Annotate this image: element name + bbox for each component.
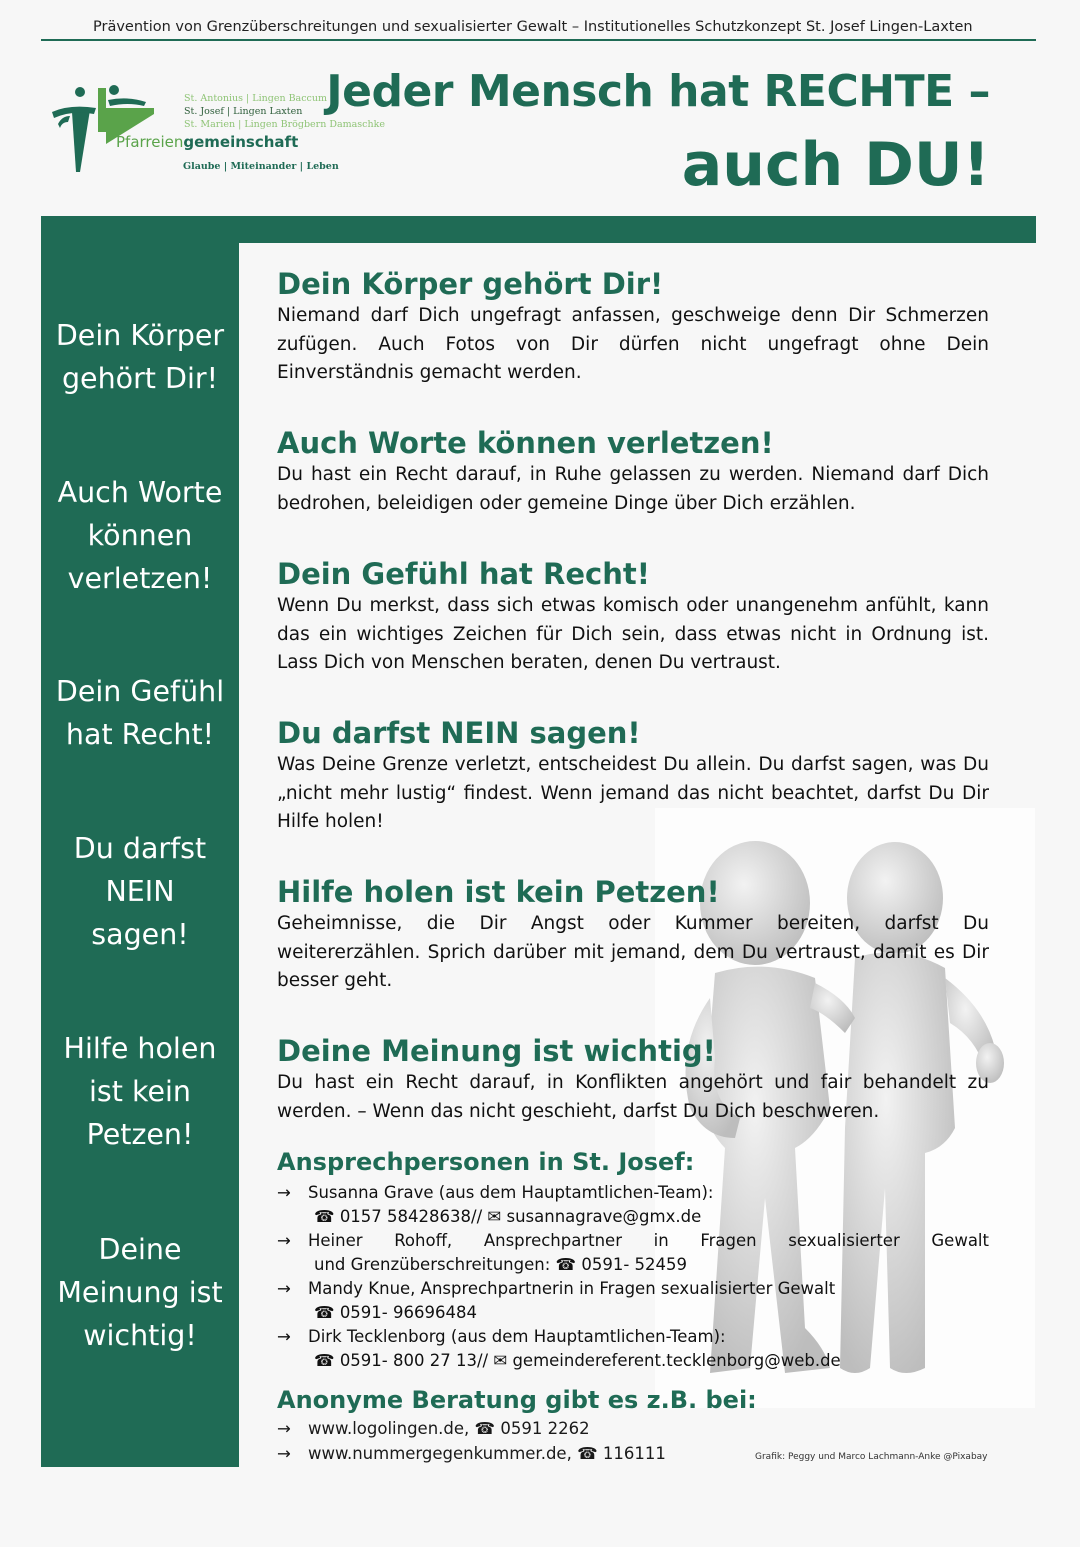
sidebar-line: NEIN bbox=[105, 875, 175, 908]
sidebar-line: gehört Dir! bbox=[61, 362, 219, 395]
contact-details bbox=[308, 1205, 989, 1229]
section-text: Du hast ein Recht darauf, in Konflikten angehört und fair behandelt zu werden. – Wenn das nicht geschieht, darfst Du Dich beschweren. bbox=[277, 1072, 989, 1122]
section-help bbox=[277, 874, 989, 996]
counselling-website[interactable]: www.nummergegenkummer.de, bbox=[308, 1444, 572, 1463]
logo-name bbox=[116, 133, 298, 151]
sidebar-line: Meinung ist bbox=[57, 1276, 223, 1309]
sidebar-line: hat Recht! bbox=[65, 718, 215, 751]
contacts-heading: Ansprechpersonen in St. Josef: bbox=[277, 1148, 695, 1176]
page-title: Jeder Mensch hat RECHTE – bbox=[326, 66, 990, 117]
logo-name-main: gemeinschaft bbox=[183, 133, 299, 151]
contact-details bbox=[308, 1349, 989, 1373]
contact-phone: 0591- 96696484 bbox=[339, 1303, 477, 1322]
section-opinion bbox=[277, 1033, 989, 1126]
sidebar-line: Dein Körper bbox=[55, 319, 225, 352]
contact-description: Heiner Rohoff, Ansprechpartner in Fragen sexualisierter Gewalt bbox=[308, 1231, 989, 1250]
contact-email[interactable]: gemeindereferent.tecklenborg@web.de bbox=[512, 1351, 841, 1370]
section-feeling bbox=[277, 556, 989, 678]
arrow-right-icon: → bbox=[277, 1327, 291, 1346]
sidebar-line: ist kein bbox=[88, 1075, 191, 1108]
section-heading: Dein Körper gehört Dir! bbox=[277, 267, 664, 301]
section-heading: Deine Meinung ist wichtig! bbox=[277, 1034, 716, 1068]
phone-icon: ☎ bbox=[555, 1255, 577, 1274]
arrow-right-icon: → bbox=[277, 1419, 291, 1438]
logo-name-prefix: Pfarreien bbox=[116, 133, 184, 151]
contact-details bbox=[308, 1301, 989, 1325]
phone-icon: ☎ bbox=[314, 1207, 335, 1226]
section-text: Du hast ein Recht darauf, in Ruhe gelassen zu werden. Niemand darf Dich bedrohen, beleidigen oder gemeine Dinge über Dich erzählen. bbox=[277, 464, 989, 514]
counselling-phone: 116111 bbox=[602, 1444, 666, 1463]
header-divider bbox=[41, 39, 1036, 41]
contacts-heading-wrap bbox=[277, 1148, 989, 1176]
contact-item bbox=[277, 1229, 989, 1277]
section-text: Geheimnisse, die Dir Angst oder Kummer bereiten, darfst Du weitererzählen. Sprich darüber mit jemand, dem Du vertraust, damit es Dir besser geht. bbox=[277, 913, 989, 991]
contact-phone: 0591- 800 27 13// bbox=[339, 1351, 489, 1370]
sidebar-item-no bbox=[41, 827, 239, 956]
cross-logo-icon bbox=[50, 82, 160, 174]
sidebar-line: verletzen! bbox=[67, 562, 213, 595]
sidebar-item-body bbox=[41, 314, 239, 400]
section-text: Wenn Du merkst, dass sich etwas komisch oder unangenehm anfühlt, kann das ein wichtiges Zeichen für Dich sein, dass etwas nicht in Ordnung ist. Lass Dich von Menschen beraten, denen Du vertraust. bbox=[277, 595, 989, 673]
phone-icon: ☎ bbox=[314, 1303, 335, 1322]
anonymous-item bbox=[277, 1416, 989, 1441]
sidebar-line: Petzen! bbox=[86, 1118, 194, 1151]
contact-item bbox=[277, 1181, 989, 1229]
counselling-website[interactable]: www.logolingen.de, bbox=[308, 1419, 470, 1438]
page-title-emphasis: auch DU! bbox=[681, 130, 990, 200]
arrow-right-icon: → bbox=[277, 1183, 291, 1202]
contact-item bbox=[277, 1325, 989, 1373]
sidebar-item-words bbox=[41, 471, 239, 600]
sidebar-line: Du darfst bbox=[73, 832, 207, 865]
contact-description: Mandy Knue, Ansprechpartnerin in Fragen sexualisierter Gewalt bbox=[308, 1279, 836, 1298]
section-heading: Dein Gefühl hat Recht! bbox=[277, 557, 650, 591]
section-body bbox=[277, 266, 989, 388]
logo-motto: Glaube | Miteinander | Leben bbox=[183, 161, 339, 172]
section-words bbox=[277, 425, 989, 518]
contact-phone: 0591- 52459 bbox=[581, 1255, 688, 1274]
mail-icon: ✉ bbox=[493, 1351, 508, 1370]
header-line: Prävention von Grenzüberschreitungen und sexualisierter Gewalt – Institutionelles Schutzkonzept St. Josef Lingen-Laxten bbox=[93, 19, 973, 35]
section-heading: Hilfe holen ist kein Petzen! bbox=[277, 875, 720, 909]
arrow-right-icon: → bbox=[277, 1444, 291, 1463]
contact-description-cont: und Grenzüberschreitungen: bbox=[314, 1255, 551, 1274]
logo-parish-line: St. Marien | Lingen Brögbern Damaschke bbox=[184, 119, 385, 130]
image-credit: Grafik: Peggy und Marco Lachmann-Anke @Pixabay bbox=[755, 1452, 988, 1462]
sidebar-line: Hilfe holen bbox=[63, 1032, 217, 1065]
sidebar bbox=[41, 216, 239, 1467]
sidebar-line: sagen! bbox=[91, 918, 189, 951]
contact-email[interactable]: susannagrave@gmx.de bbox=[506, 1207, 702, 1226]
contact-description: Susanna Grave (aus dem Hauptamtlichen-Team): bbox=[308, 1183, 714, 1202]
contact-details bbox=[308, 1253, 989, 1277]
section-no bbox=[277, 715, 989, 837]
logo-parish-line: St. Josef | Lingen Laxten bbox=[184, 106, 303, 117]
phone-icon: ☎ bbox=[314, 1351, 335, 1370]
section-heading: Auch Worte können verletzen! bbox=[277, 426, 774, 460]
phone-icon: ☎ bbox=[474, 1419, 496, 1438]
sidebar-item-help bbox=[41, 1027, 239, 1156]
section-text: Niemand darf Dich ungefragt anfassen, geschweige denn Dir Schmerzen zufügen. Auch Fotos von Dir dürfen nicht ungefragt ohne Dein Einverständnis gemacht werden. bbox=[277, 305, 989, 383]
contact-item bbox=[277, 1277, 989, 1325]
mail-icon: ✉ bbox=[487, 1207, 502, 1226]
phone-icon: ☎ bbox=[577, 1444, 598, 1463]
contact-list bbox=[277, 1181, 989, 1373]
contact-description: Dirk Tecklenborg (aus dem Hauptamtlichen-Team): bbox=[308, 1327, 726, 1346]
sidebar-line: Dein Gefühl bbox=[55, 675, 225, 708]
sidebar-line: können bbox=[87, 519, 193, 552]
sidebar-line: Deine bbox=[98, 1233, 182, 1266]
counselling-phone: 0591 2262 bbox=[500, 1419, 590, 1438]
sidebar-item-opinion bbox=[41, 1228, 239, 1357]
sidebar-line: Auch Worte bbox=[57, 476, 223, 509]
contact-phone: 0157 58428638// bbox=[339, 1207, 483, 1226]
sidebar-line: wichtig! bbox=[83, 1319, 197, 1352]
sidebar-item-feeling bbox=[41, 670, 239, 756]
anonymous-heading: Anonyme Beratung gibt es z.B. bei: bbox=[277, 1386, 757, 1414]
arrow-right-icon: → bbox=[277, 1231, 291, 1250]
logo-parish-line: St. Antonius | Lingen Baccum bbox=[184, 93, 327, 104]
section-heading: Du darfst NEIN sagen! bbox=[277, 716, 641, 750]
arrow-right-icon: → bbox=[277, 1279, 291, 1298]
section-text: Was Deine Grenze verletzt, entscheidest Du allein. Du darfst sagen, was Du „nicht mehr lustig“ findest. Wenn jemand das nicht beachtet, darfst Du Dir Hilfe holen! bbox=[277, 754, 989, 832]
